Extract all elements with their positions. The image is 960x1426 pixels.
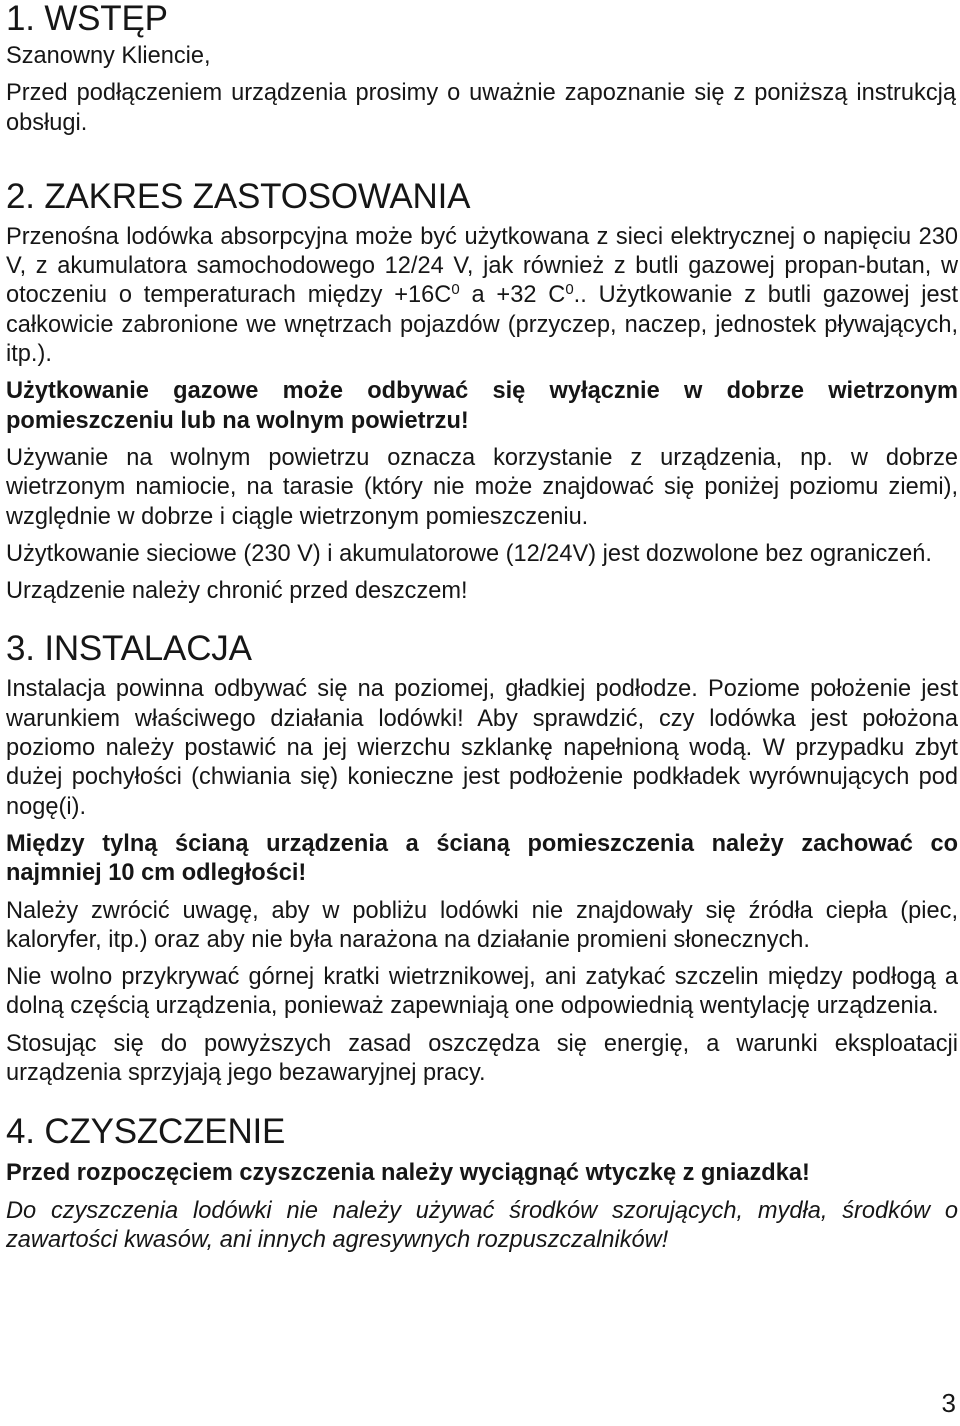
section-title-czyszczenie: 4. CZYSZCZENIE — [6, 1112, 286, 1152]
zakres-paragraph-1 — [6, 223, 958, 369]
degree-superscript-1: 0 — [451, 281, 460, 299]
greeting: Szanowny Kliencie, — [6, 43, 211, 69]
instalacja-paragraph-4: Nie wolno przykrywać górnej kratki wietrznikowej, ani zatykać szczelin między podłogą a dolną częścią urządzenia, ponieważ zapewniają one odpowiednią wentylację urządzenia. — [6, 964, 958, 1020]
zakres-paragraph-5: Urządzenie należy chronić przed deszczem! — [6, 578, 468, 605]
intro-paragraph: Przed podłączeniem urządzenia prosimy o uważnie zapoznanie się z poniższą instrukcją obsługi. — [6, 80, 956, 136]
zakres-p1-text-b: a +32 C — [459, 282, 566, 309]
instalacja-warning-bold: Między tylną ścianą urządzenia a ścianą pomieszczenia należy zachować co najmniej 10 cm odległości! — [6, 830, 958, 887]
section-title-instalacja: 3. INSTALACJA — [6, 629, 252, 669]
page-number: 3 — [941, 1388, 956, 1418]
document-page — [6, 0, 958, 1255]
zakres-warning-bold: Użytkowanie gazowe może odbywać się wyłącznie w dobrze wietrzonym pomieszczeniu lub na wolnym powietrzu! — [6, 378, 958, 434]
instalacja-paragraph-5: Stosując się do powyższych zasad oszczędza się energię, a warunki eksploatacji urządzenia sprzyjają jego bezawaryjnej pracy. — [6, 1030, 958, 1087]
zakres-p1-text-a: Przenośna lodówka absorpcyjna może być użytkowana z sieci elektrycznej o napięciu 230 V, z akumulatora samochodowego 12/24 V, jak również z butli gazowej propan-butan, w otoczeniu o temperaturach między +16C — [6, 223, 958, 309]
section-title-wstep: 1. WSTĘP — [6, 0, 168, 38]
czyszczenie-warning-bold: Przed rozpoczęciem czyszczenia należy wyciągnąć wtyczkę z gniazdka! — [6, 1160, 810, 1187]
instalacja-paragraph-3: Należy zwrócić uwagę, aby w pobliżu lodówki nie znajdowały się źródła ciepła (piec, kaloryfer, itp.) oraz aby nie była narażona na działanie promieni słonecznych. — [6, 897, 958, 953]
czyszczenie-paragraph-italic: Do czyszczenia lodówki nie należy używać środków szorujących, mydła, środków o zawartości kwasów, ani innych agresywnych rozpuszczalników! — [6, 1197, 958, 1253]
zakres-paragraph-4: Użytkowanie sieciowe (230 V) i akumulatorowe (12/24V) jest dozwolone bez ograniczeń. — [6, 540, 932, 567]
instalacja-paragraph-1: Instalacja powinna odbywać się na poziomej, gładkiej podłodze. Poziome położenie jest warunkiem właściwego działania lodówki! Aby sprawdzić, czy lodówka jest położona poziomo należy postawić na jej wierzchu szklankę napełnioną wodą. W przypadku zbyt dużej pochyłości (chwiania się) konieczne jest podłożenie podkładek wyrównujących pod nogę(i). — [6, 676, 958, 820]
degree-superscript-2: 0 — [565, 281, 574, 299]
zakres-paragraph-3: Używanie na wolnym powietrzu oznacza korzystanie z urządzenia, np. w dobrze wietrzonym namiocie, na tarasie (który nie może znajdować się poniżej poziomu ziemi), względnie w dobrze i ciągle wietrzonym pomieszczeniu. — [6, 444, 958, 530]
zakres-p1-text-c: .. Użytkowanie z butli gazowej jest całkowicie zabronione we wnętrzach pojazdów (przyczep, naczep, jednostek pływających, itp.). — [6, 282, 958, 368]
section-title-zakres: 2. ZAKRES ZASTOSOWANIA — [6, 176, 471, 216]
